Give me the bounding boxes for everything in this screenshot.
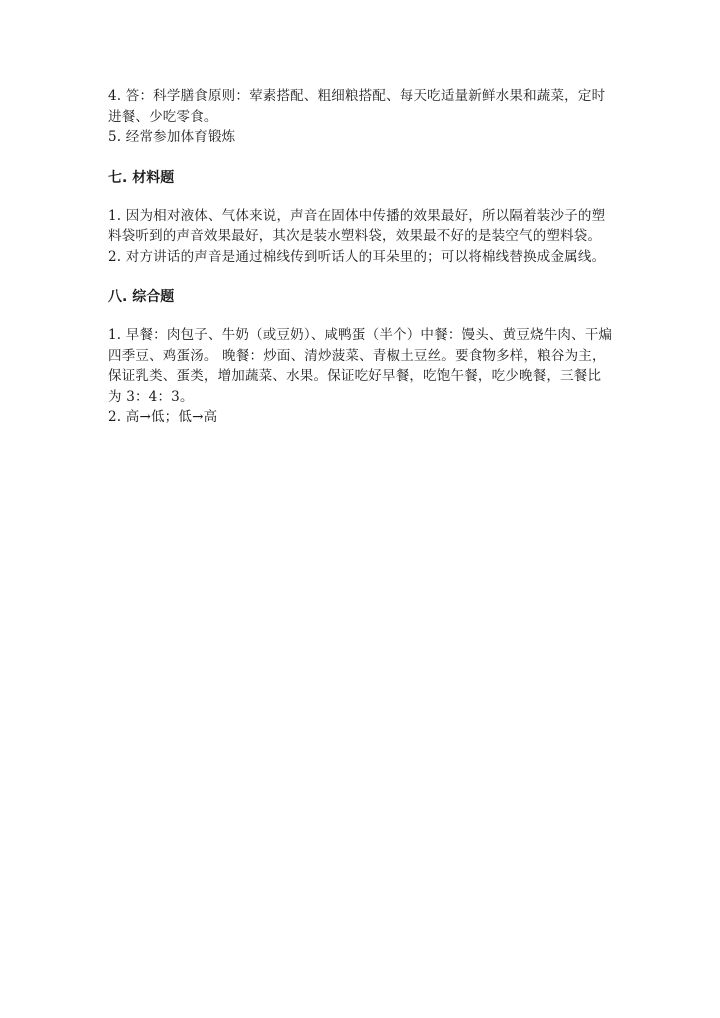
section-7-item-1: 1. 因为相对液体、气体来说，声音在固体中传播的效果最好，所以隔着装沙子的塑料袋听到的声音效果最好，其次是装水塑料袋，效果最不好的是装空气的塑料袋。 [108,207,606,244]
section-7-item-2: 2. 对方讲话的声音是通过棉线传到听话人的耳朵里的；可以将棉线替换成金属线。 [108,248,606,265]
section-7-title: 七. 材料题 [108,169,175,186]
section-8-item-1: 1. 早餐：肉包子、牛奶（或豆奶）、咸鸭蛋（半个）中餐：馒头、黄豆烧牛肉、干煸四季豆、鸡蛋汤。 晚餐：炒面、清炒菠菜、青椒土豆丝。要食物多样，粮谷为主，保证乳类、蛋类，增加蔬菜、水果。保证吃好早餐，吃饱午餐，吃少晚餐，三餐比为 3：4：3。 [108,327,613,405]
section-8-title: 八. 综合题 [108,289,175,305]
answer-item-4: 4. 答：科学膳食原则：荤素搭配、粗细粮搭配、每天吃适量新鲜水果和蔬菜，定时进餐、少吃零食。 [108,88,606,125]
answer-page [108,86,614,428]
section-8-item-2: 2. 高→低；低→高 [108,409,218,425]
answer-item-5: 5. 经常参加体育锻炼 [108,129,236,145]
